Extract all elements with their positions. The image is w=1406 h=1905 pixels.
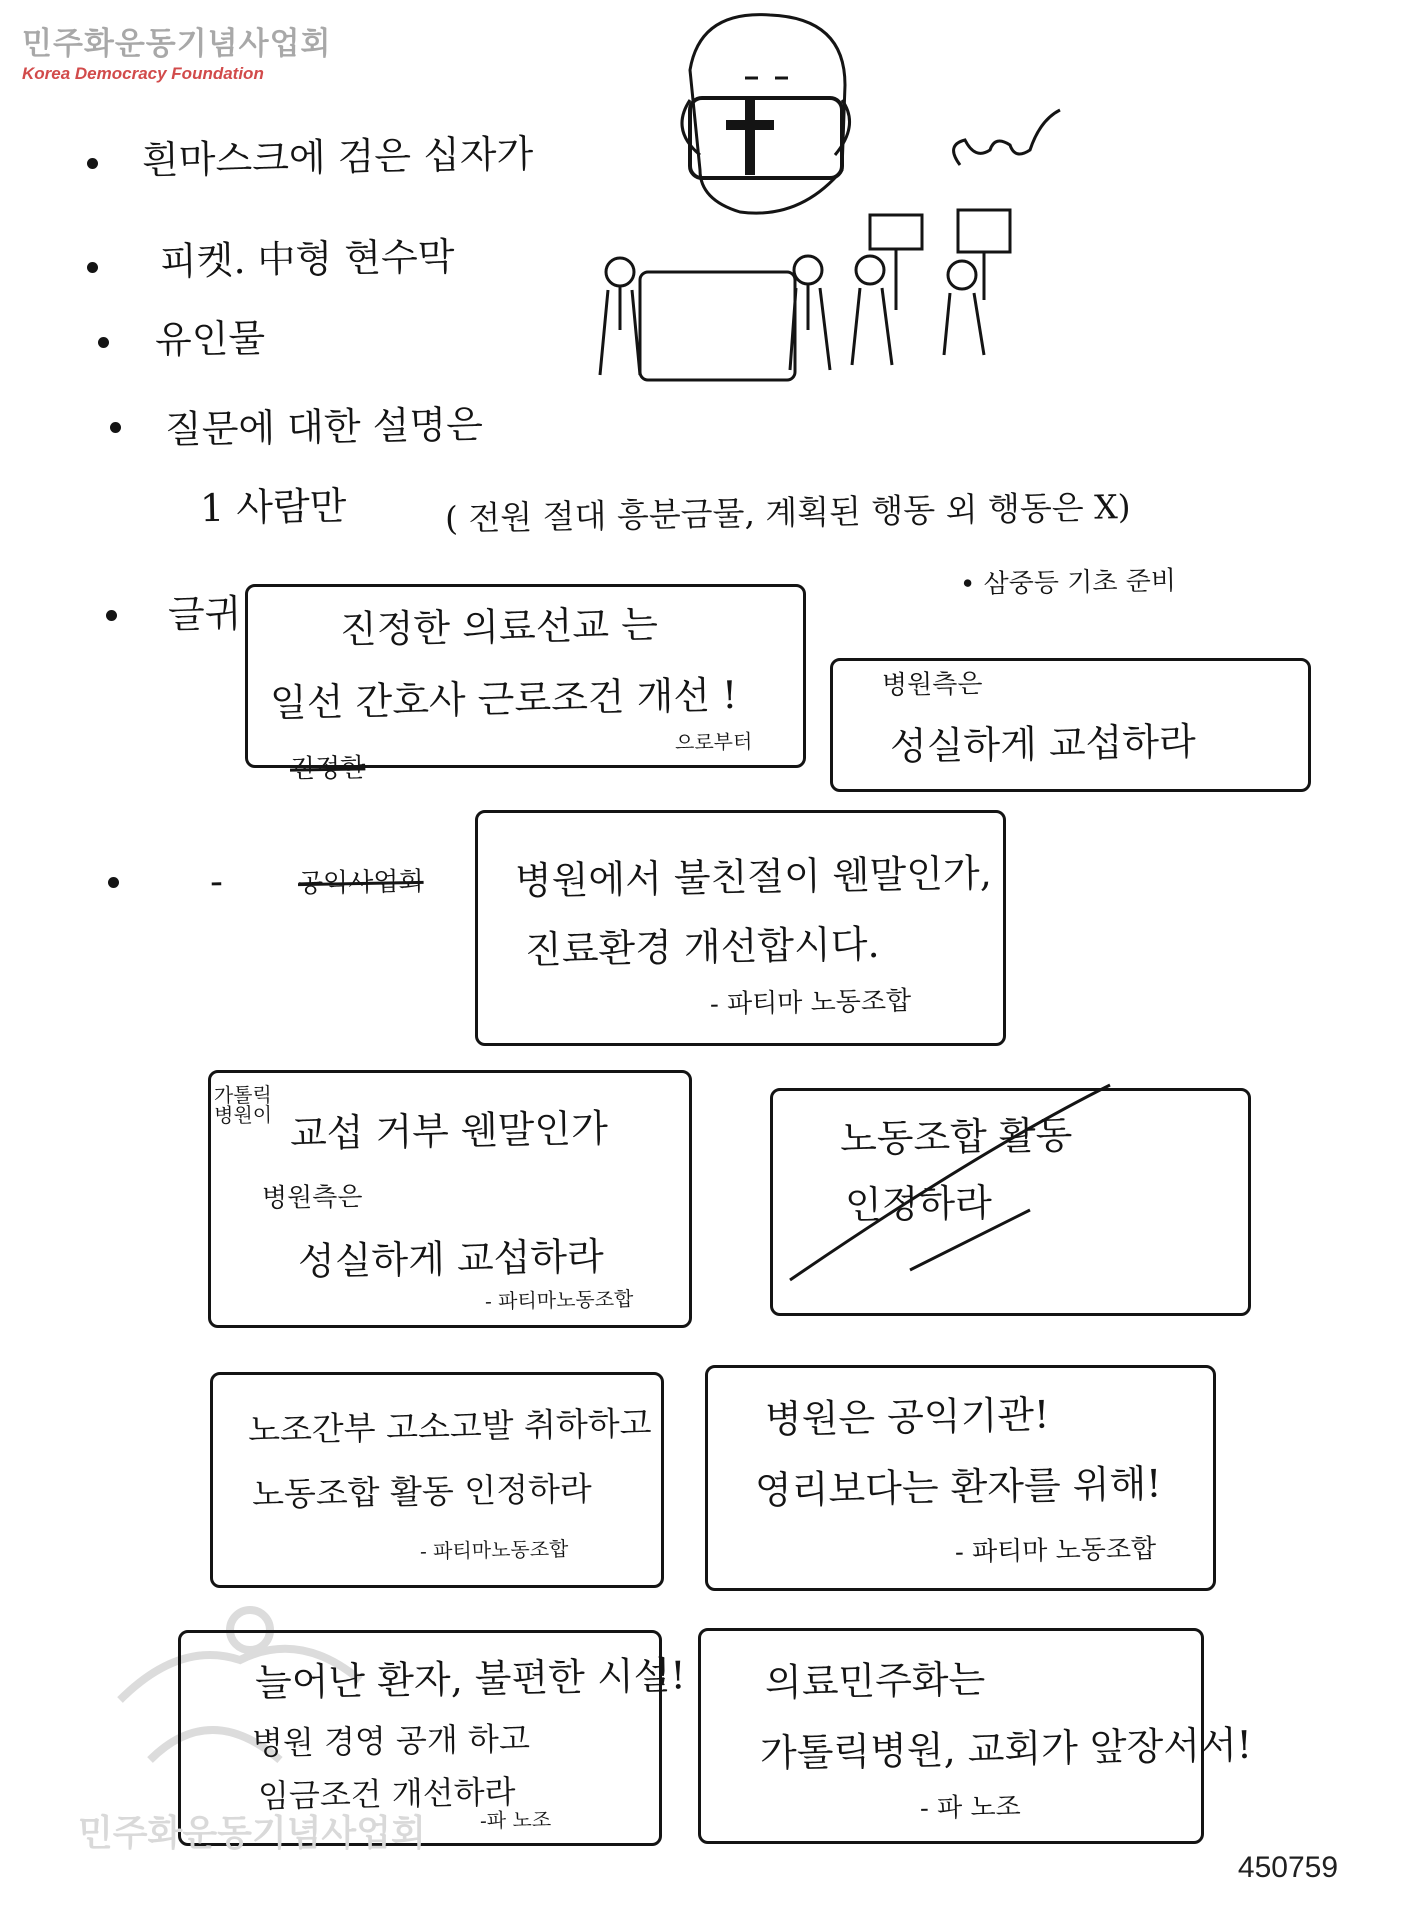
bullet: [110, 422, 121, 433]
placard-7-sign: - 파티마 노동조합: [954, 1534, 1157, 1568]
placard-2-line1: 성실하게 교섭하라: [889, 719, 1197, 769]
note-item-4-line2: 1 사람만: [199, 483, 347, 531]
placard-3-prefix: -: [209, 858, 224, 904]
placard-2-label: 병원측은: [881, 669, 983, 701]
note-item-1: 흰마스크에 검은 십자가: [141, 131, 534, 183]
placard-6-line2: 노동조합 활동 인정하라: [251, 1469, 593, 1514]
placard-9-line1: 의료민주화는: [764, 1657, 986, 1705]
placard-8-line1: 늘어난 환자, 불편한 시설!: [254, 1653, 687, 1705]
note-item-3: 유인물: [154, 316, 266, 362]
placard-6-sign: - 파티마노동조합: [419, 1536, 569, 1564]
placard-3-struck: 공익사업회: [297, 866, 424, 900]
placard-1-small: 으로부터: [674, 729, 753, 755]
placard-4-note: 가톨릭 병원이: [213, 1082, 273, 1128]
bullet: [87, 262, 98, 273]
bullet: [106, 610, 117, 621]
placard-8-sign: -파 노조: [479, 1807, 552, 1833]
placard-1-line1: 진정한 의료선교 는: [339, 602, 659, 652]
placard-3-line2: 진료환경 개선합시다.: [524, 921, 880, 973]
banner-figures-sketch: [600, 210, 1010, 380]
bullet: [108, 877, 119, 888]
bullet: [87, 158, 98, 169]
placard-5-line1: 노동조합 활동: [839, 1112, 1073, 1162]
masked-face-sketch: [682, 15, 850, 213]
placard-4-line2: 성실하게 교섭하라: [297, 1234, 605, 1284]
logo-korean: 민주화운동기념사업회: [22, 26, 332, 62]
page-number: 450759: [1237, 1851, 1338, 1884]
note-right: • 삼중등 기초 준비: [959, 566, 1177, 600]
placard-4-sign: - 파티마노동조합: [484, 1286, 634, 1314]
note-item-4-paren: ( 전원 절대 흥분금물, 계획된 행동 외 행동은 X): [444, 487, 1131, 538]
placard-7-line1: 병원은 공익기관!: [764, 1392, 1050, 1442]
scribble-mark: [954, 110, 1060, 165]
placard-3-sign: - 파티마 노동조합: [709, 986, 912, 1020]
placard-7-line2: 영리보다는 환자를 위해!: [754, 1461, 1162, 1513]
placard-8-line2: 병원 경영 공개 하고: [251, 1719, 531, 1763]
watermark-text: 민주화운동기념사업회: [78, 1813, 426, 1854]
placard-1-line2: 일선 간호사 근로조건 개선 !: [269, 672, 738, 726]
placard-3-line1: 병원에서 불친절이 웬말인가,: [514, 850, 993, 904]
placard-9-sign: - 파 노조: [919, 1792, 1021, 1824]
placard-1-struck: 진정한: [289, 753, 366, 785]
note-item-4: 질문에 대한 설명은: [164, 402, 484, 452]
placard-4-label: 병원측은: [261, 1182, 363, 1214]
placard-6-line1: 노조간부 고소고발 취하하고: [247, 1403, 652, 1450]
placard-8-line3: 임금조건 개선하라: [257, 1772, 516, 1816]
note-item-5: 글귀: [167, 591, 242, 637]
note-item-2: 피켓. 中형 현수막: [159, 234, 455, 284]
placard-9-line2: 가톨릭병원, 교회가 앞장서서!: [759, 1722, 1253, 1776]
placard-5-line2: 인정하라: [844, 1180, 993, 1228]
bullet: [98, 337, 109, 348]
placard-4-line1: 교섭 거부 웬말인가: [289, 1106, 609, 1156]
logo-english: Korea Democracy Foundation: [22, 64, 264, 83]
